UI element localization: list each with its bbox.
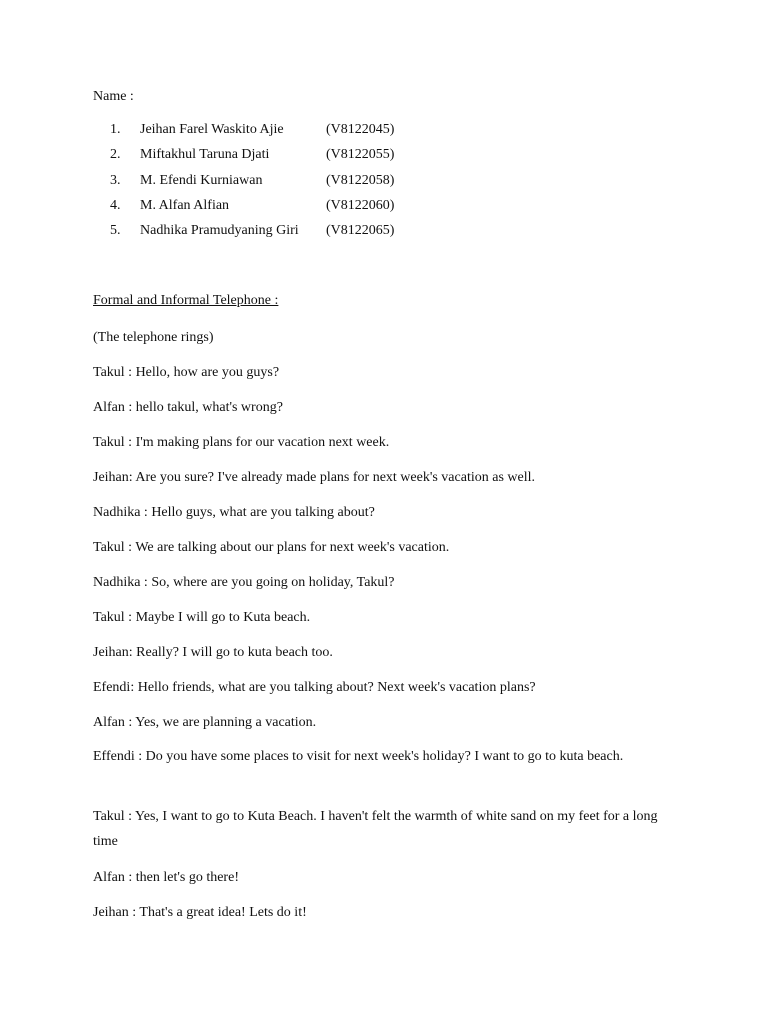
member-id: (V8122065) xyxy=(326,223,395,239)
dialog-line: Nadhika : Hello guys, what are you talking about? xyxy=(93,505,375,520)
member-name: M. Efendi Kurniawan xyxy=(140,172,263,188)
member-number: 3. xyxy=(110,172,121,188)
dialog-line: Takul : Yes, I want to go to Kuta Beach. I haven't felt the warmth of white sand on my feet for a long time xyxy=(93,809,658,849)
member-name: Miftakhul Taruna Djati xyxy=(140,147,270,163)
member-name: Nadhika Pramudyaning Giri xyxy=(140,223,299,239)
dialog-line: Takul : We are talking about our plans for next week's vacation. xyxy=(93,540,450,555)
section-title: Formal and Informal Telephone : xyxy=(93,293,279,308)
member-list xyxy=(110,121,530,247)
dialog-line: Jeihan: Are you sure? I've already made plans for next week's vacation as well. xyxy=(93,470,535,485)
dialog-line: Takul : Maybe I will go to Kuta beach. xyxy=(93,610,311,625)
dialog-line: Efendi: Hello friends, what are you talking about? Next week's vacation plans? xyxy=(93,680,536,695)
member-item xyxy=(110,197,530,222)
member-item xyxy=(110,172,530,197)
dialog-line: Effendi : Do you have some places to visit for next week's holiday? I want to go to kuta beach. xyxy=(93,749,624,764)
dialog-line: Alfan : hello takul, what's wrong? xyxy=(93,400,283,415)
dialog-line: Jeihan : That's a great idea! Lets do it! xyxy=(93,905,307,920)
dialog-line: Alfan : then let's go there! xyxy=(93,870,239,885)
member-id: (V8122060) xyxy=(326,197,395,213)
dialog-line: Alfan : Yes, we are planning a vacation. xyxy=(93,715,317,730)
member-number: 1. xyxy=(110,122,121,137)
member-item xyxy=(110,121,530,146)
dialog-line: Takul : Hello, how are you guys? xyxy=(93,365,280,380)
member-id: (V8122058) xyxy=(326,172,395,188)
member-number: 2. xyxy=(110,147,121,163)
name-label: Name : xyxy=(93,89,134,104)
member-number: 5. xyxy=(110,223,121,239)
dialog-line: Jeihan: Really? I will go to kuta beach too. xyxy=(93,645,333,660)
member-name: Jeihan Farel Waskito Ajie xyxy=(140,122,284,137)
dialog-line: Takul : I'm making plans for our vacation next week. xyxy=(93,435,390,450)
member-item xyxy=(110,222,530,247)
dialog-line: (The telephone rings) xyxy=(93,330,214,345)
member-item xyxy=(110,146,530,171)
member-id: (V8122045) xyxy=(326,122,395,137)
member-name: M. Alfan Alfian xyxy=(140,197,230,213)
dialog-line: Nadhika : So, where are you going on holiday, Takul? xyxy=(93,575,395,590)
member-id: (V8122055) xyxy=(326,147,395,163)
member-number: 4. xyxy=(110,197,121,213)
